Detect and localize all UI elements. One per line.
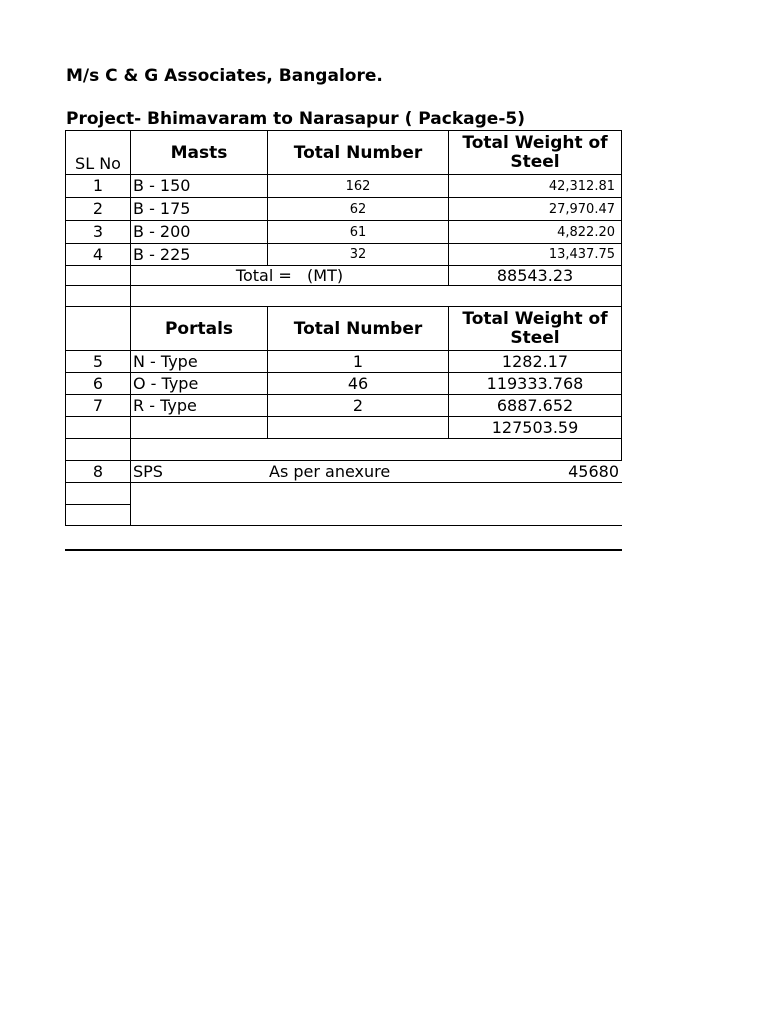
mast-row-weight: 13,437.75 xyxy=(548,247,615,262)
mast-row-item: B - 150 xyxy=(133,176,191,195)
header-masts: Masts xyxy=(170,142,228,163)
sps-row-item: SPS xyxy=(133,461,163,481)
mast-row-weight: 27,970.47 xyxy=(548,201,615,217)
portal-row-item: O - Type xyxy=(133,373,199,393)
portal-row-number: 46 xyxy=(347,373,369,393)
masts-total-label: Total = (MT) xyxy=(235,266,344,285)
portal-row-weight: 1282.17 xyxy=(501,351,569,371)
grid-line xyxy=(65,482,622,483)
grid-line xyxy=(65,285,622,286)
mast-row-item: B - 175 xyxy=(133,199,191,218)
header-total-weight-line1: Total Weight of xyxy=(462,132,608,153)
grid-line xyxy=(65,525,622,526)
grid-line xyxy=(65,549,622,551)
portal-row-number: 1 xyxy=(352,351,364,371)
portal-row-item: N - Type xyxy=(133,351,198,371)
mast-row-sl: 1 xyxy=(92,176,104,195)
header-total-number: Total Number xyxy=(293,142,423,163)
masts-total-value: 88543.23 xyxy=(496,266,574,285)
header-portals-weight-line1: Total Weight of xyxy=(462,308,608,329)
sps-row-sl: 8 xyxy=(92,461,104,481)
mast-row-weight: 42,312.81 xyxy=(548,178,615,194)
mast-row-weight: 4,822.20 xyxy=(557,224,615,240)
header-portals-total-weight xyxy=(449,307,621,350)
header-portals-total-number: Total Number xyxy=(293,318,423,339)
portal-row-weight: 6887.652 xyxy=(496,395,574,415)
mast-row-sl: 2 xyxy=(92,199,104,218)
grid-line xyxy=(65,504,131,505)
mast-row-number: 32 xyxy=(349,247,367,262)
portal-row-sl: 5 xyxy=(92,351,104,371)
header-portals-weight-line2: Steel xyxy=(510,327,560,348)
mast-row-number: 162 xyxy=(345,178,371,194)
mast-row-number: 62 xyxy=(349,201,367,217)
header-portals: Portals xyxy=(164,318,234,339)
grid-line xyxy=(65,438,622,439)
portal-row-weight: 119333.768 xyxy=(486,373,584,393)
mast-row-item: B - 225 xyxy=(133,244,191,264)
portal-row-sl: 7 xyxy=(92,395,104,415)
portal-row-item: R - Type xyxy=(133,395,197,415)
mast-row-sl: 3 xyxy=(92,222,104,241)
sps-row-value: 45680 xyxy=(568,461,619,481)
sps-row-note: As per anexure xyxy=(269,461,391,481)
project-title: Project- Bhimavaram to Narasapur ( Package-5) xyxy=(66,109,525,129)
grid-line xyxy=(621,130,622,460)
portal-row-number: 2 xyxy=(352,395,364,415)
header-total-weight-line2: Steel xyxy=(510,151,560,172)
portals-total-value: 127503.59 xyxy=(491,417,579,437)
company-name: M/s C & G Associates, Bangalore. xyxy=(66,66,383,86)
portal-row-sl: 6 xyxy=(92,373,104,393)
mast-row-sl: 4 xyxy=(92,244,104,264)
mast-row-number: 61 xyxy=(349,224,367,240)
header-total-weight xyxy=(449,131,621,174)
header-sl-no: SL No xyxy=(75,154,121,173)
mast-row-item: B - 200 xyxy=(133,222,191,241)
